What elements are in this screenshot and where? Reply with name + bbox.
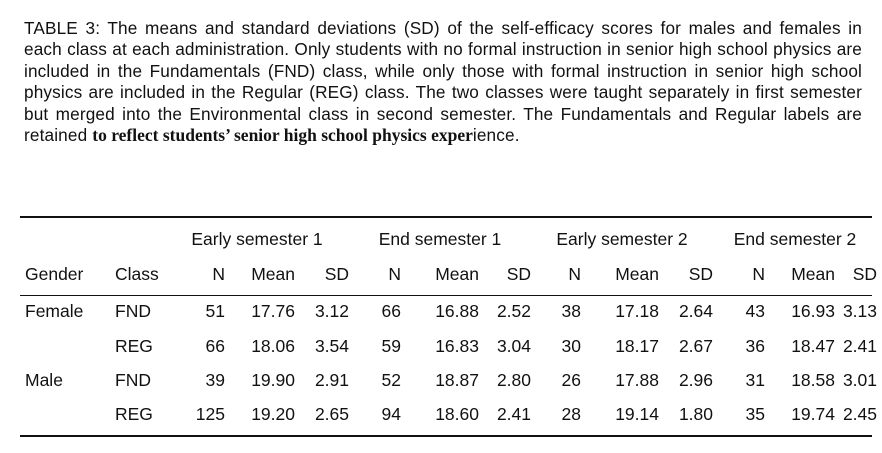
table-row xyxy=(20,397,877,431)
cell-n: 35 xyxy=(745,403,765,424)
cell-sd: 3.04 xyxy=(496,335,531,356)
table-top-rule xyxy=(20,216,872,218)
cell-sd: 2.96 xyxy=(678,369,713,390)
group-header: End semester 1 xyxy=(378,228,502,249)
caption-tail-text: ience. xyxy=(472,125,520,146)
column-header-sd: SD xyxy=(506,264,531,284)
cell-n: 66 xyxy=(381,300,401,321)
caption-bold-text: to reflect students’ senior high school physics exper xyxy=(92,125,473,146)
cell-class: REG xyxy=(115,403,153,424)
cell-sd: 2.91 xyxy=(314,369,349,390)
cell-n: 52 xyxy=(381,369,401,390)
cell-n: 59 xyxy=(381,335,401,356)
cell-mean: 19.90 xyxy=(251,369,295,390)
cell-n: 125 xyxy=(195,403,225,424)
cell-n: 51 xyxy=(205,300,225,321)
cell-mean: 18.47 xyxy=(791,335,835,356)
cell-n: 43 xyxy=(745,300,765,321)
table-bottom-rule xyxy=(20,435,872,437)
cell-sd: 2.41 xyxy=(842,335,877,356)
group-header: Early semester 2 xyxy=(556,228,688,249)
cell-gender xyxy=(20,397,115,431)
cell-mean: 19.14 xyxy=(615,403,659,424)
column-header-n: N xyxy=(212,264,225,284)
cell-gender xyxy=(20,329,115,363)
column-header-mean: Mean xyxy=(791,264,835,284)
cell-class: REG xyxy=(115,335,153,356)
cell-mean: 17.76 xyxy=(251,300,295,321)
cell-n: 30 xyxy=(561,335,581,356)
cell-sd: 2.52 xyxy=(496,300,531,321)
cell-mean: 19.74 xyxy=(791,403,835,424)
cell-class: FND xyxy=(115,300,151,321)
cell-sd: 2.67 xyxy=(678,335,713,356)
table-caption xyxy=(24,18,862,146)
cell-n: 66 xyxy=(205,335,225,356)
cell-gender: Female xyxy=(25,300,84,321)
cell-mean: 18.06 xyxy=(251,335,295,356)
cell-sd: 2.45 xyxy=(842,403,877,424)
cell-mean: 16.83 xyxy=(435,335,479,356)
cell-mean: 18.58 xyxy=(791,369,835,390)
column-header-sd: SD xyxy=(852,264,877,284)
cell-sd: 2.64 xyxy=(678,300,713,321)
cell-mean: 18.60 xyxy=(435,403,479,424)
column-header-gender: Gender xyxy=(25,264,84,284)
group-header-row xyxy=(20,222,877,256)
cell-n: 31 xyxy=(745,369,765,390)
cell-sd: 3.13 xyxy=(842,300,877,321)
cell-mean: 19.20 xyxy=(251,403,295,424)
cell-sd: 2.41 xyxy=(496,403,531,424)
group-header: End semester 2 xyxy=(733,228,857,249)
column-header-row xyxy=(20,256,877,293)
cell-mean: 16.88 xyxy=(435,300,479,321)
column-header-sd: SD xyxy=(324,264,349,284)
cell-n: 38 xyxy=(561,300,581,321)
cell-n: 36 xyxy=(745,335,765,356)
cell-sd: 3.12 xyxy=(314,300,349,321)
table-row xyxy=(20,293,877,329)
table-row xyxy=(20,329,877,363)
column-header-n: N xyxy=(568,264,581,284)
column-header-class: Class xyxy=(115,264,159,284)
caption-text: TABLE 3: The means and standard deviations (SD) of the self-efficacy scores for males and females in each class at each administration. Only students with no formal instruction in senior high school physics are included in the Fundamentals (FND) class, while only those with formal instruction in senior high school physics are included in the Regular (REG) class. The two classes were taught separately in first semester but merged into the Environmental class in second semester. The Fundamentals and Regular labels are retained xyxy=(24,18,862,146)
cell-sd: 1.80 xyxy=(678,403,713,424)
cell-mean: 17.88 xyxy=(615,369,659,390)
cell-mean: 18.87 xyxy=(435,369,479,390)
column-header-n: N xyxy=(388,264,401,284)
column-header-mean: Mean xyxy=(435,264,479,284)
cell-gender: Male xyxy=(25,369,63,390)
column-header-sd: SD xyxy=(688,264,713,284)
table-row xyxy=(20,363,877,397)
cell-n: 39 xyxy=(205,369,225,390)
column-header-n: N xyxy=(752,264,765,284)
cell-sd: 2.80 xyxy=(496,369,531,390)
column-header-mean: Mean xyxy=(615,264,659,284)
cell-class: FND xyxy=(115,369,151,390)
cell-mean: 17.18 xyxy=(615,300,659,321)
cell-mean: 18.17 xyxy=(615,335,659,356)
group-header: Early semester 1 xyxy=(191,228,323,249)
cell-n: 28 xyxy=(561,403,581,424)
cell-mean: 16.93 xyxy=(791,300,835,321)
cell-n: 94 xyxy=(381,403,401,424)
column-header-mean: Mean xyxy=(251,264,295,284)
cell-sd: 2.65 xyxy=(314,403,349,424)
cell-sd: 3.54 xyxy=(314,335,349,356)
cell-sd: 3.01 xyxy=(842,369,877,390)
self-efficacy-table xyxy=(20,222,877,431)
cell-n: 26 xyxy=(561,369,581,390)
